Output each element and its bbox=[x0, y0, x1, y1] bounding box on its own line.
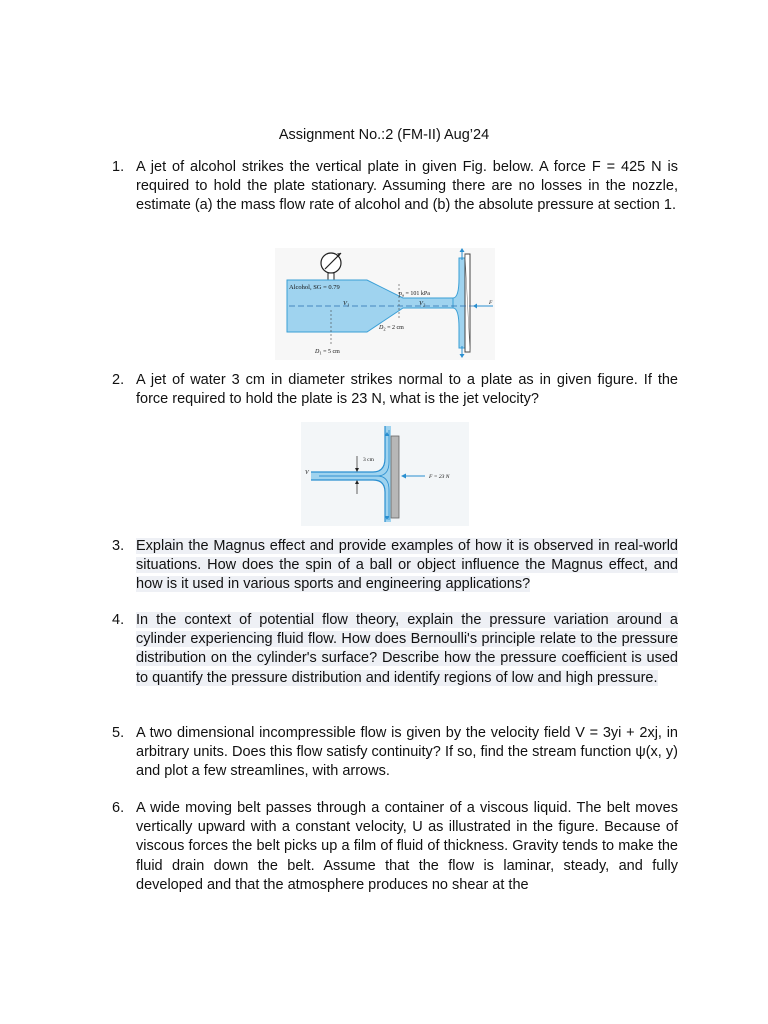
question-text: In the context of potential flow theory, explain the pressure variation around a cylinder experiencing fluid flow. How does Bernoulli's principle relate to the pressure distribution on the cylinder's surface? Describe how the pressure coefficient is used to quantify the pressure distribution and identify regions of low and high pressure. bbox=[136, 612, 678, 686]
question-text: A jet of water 3 cm in diameter strikes normal to a plate as in given figure. If the force required to hold the plate is 23 N, what is the jet velocity? bbox=[136, 372, 678, 408]
alcohol-label: Alcohol, SG = 0.79 bbox=[289, 284, 340, 291]
question-number: 5. bbox=[112, 725, 125, 741]
water-jet-diagram bbox=[301, 422, 469, 526]
question-3 bbox=[112, 537, 678, 595]
question-text: Explain the Magnus effect and provide examples of how it is observed in real-world situations. How does the spin of a ball or object influence the Magnus effect, and how is it used in various sports and engineering applications? bbox=[136, 538, 678, 593]
question-number: 6. bbox=[112, 800, 125, 816]
question-number: 2. bbox=[112, 372, 125, 388]
v1-label: $V_1$ bbox=[343, 300, 350, 308]
question-4 bbox=[112, 611, 678, 688]
question-text: A jet of alcohol strikes the vertical plate in given Fig. below. A force F = 425 N is required to hold the plate stationary. Assuming there are no losses in the nozzle, estimate (a) the mass flow rate of alcohol and (b) the absolute pressure at section 1. bbox=[136, 159, 678, 214]
question-text: A two dimensional incompressible flow is given by the velocity field V = 3yi + 2xj, in arbitrary units. Does this flow satisfy continuity? If so, find the stream function ψ(x, y) and plot a few streamlines, with arrows. bbox=[136, 725, 678, 780]
question-5 bbox=[112, 724, 678, 782]
force-label: F = 23 N bbox=[429, 474, 450, 480]
v2-label: $V_2$ bbox=[419, 300, 426, 308]
velocity-label: V bbox=[305, 470, 309, 476]
question-1 bbox=[112, 158, 678, 216]
figure-water-jet bbox=[301, 422, 469, 526]
d2-label: $D_2 = 2$ cm bbox=[379, 325, 404, 332]
svg-text:pa = 101 kPa: $p_a = 101$ kPa bbox=[399, 291, 430, 298]
question-6 bbox=[112, 799, 678, 895]
figure-alcohol-jet bbox=[275, 248, 495, 360]
plate bbox=[391, 436, 399, 518]
question-text: A wide moving belt passes through a container of a viscous liquid. The belt moves vertically upward with a constant velocity, U as illustrated in the figure. Because of viscous forces the belt picks up a film of fluid of thickness. Gravity tends to make the fluid drain down the belt. Assume that the flow is laminar, steady, and fully developed and that the atmosphere produces no shear at the bbox=[136, 800, 678, 893]
assignment-title: Assignment No.:2 (FM-II) Aug’24 bbox=[278, 127, 490, 143]
question-number: 3. bbox=[112, 538, 125, 554]
force-label: F bbox=[489, 300, 493, 306]
diameter-label: 3 cm bbox=[363, 457, 374, 463]
alcohol-jet-diagram bbox=[275, 248, 495, 360]
question-number: 4. bbox=[112, 612, 125, 628]
d1-label: $D_1 = 5$ cm bbox=[315, 349, 340, 356]
question-2 bbox=[112, 371, 678, 409]
question-number: 1. bbox=[112, 159, 125, 175]
